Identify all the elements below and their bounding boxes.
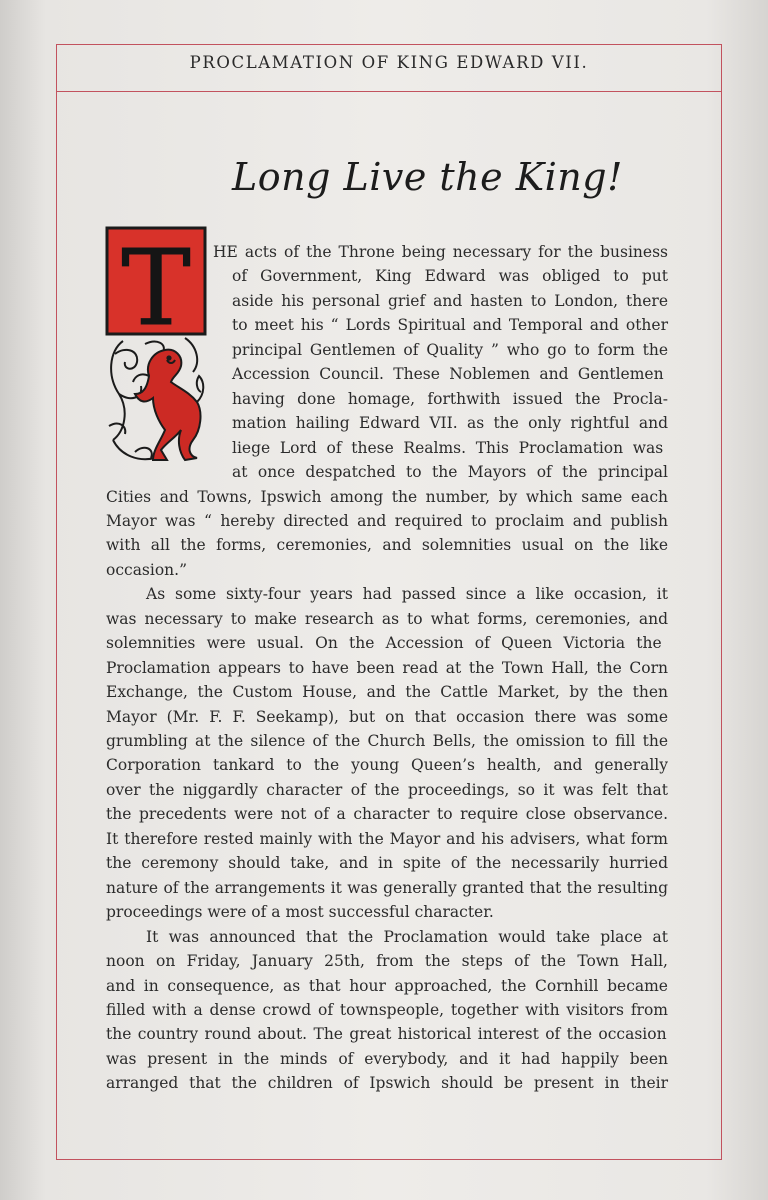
body-line: nature of the arrangements it was generally granted that the resulting [106, 878, 668, 897]
body-line: mation hailing Edward VII. as the only rightful and [232, 414, 668, 433]
body-line: and in consequence, as that hour approached, the Cornhill became [106, 976, 668, 995]
body-line: proceedings were of a most successful character. [106, 903, 494, 922]
body-line: Mayor was “ hereby directed and required to proclaim and publish [106, 511, 668, 530]
body-line: Cities and Towns, Ipswich among the number, by which same each [106, 487, 668, 506]
body-line: As some sixty-four years had passed since a like occasion, it [146, 585, 668, 604]
body-line: grumbling at the silence of the Church Bells, the omission to fill the [106, 732, 668, 750]
body-line: It therefore rested mainly with the Mayor and his advisers, what form [106, 829, 668, 848]
body-line: Exchange, the Custom House, and the Cattle Market, by the then [106, 683, 668, 702]
drop-cap-letter: T [121, 227, 191, 349]
body-line: filled with a dense crowd of townspeople, together with visitors from [106, 1000, 668, 1019]
body-line: the country round about. The great historical interest of the occasion [106, 1025, 667, 1044]
body-line: HE acts of the Throne being necessary for the business [213, 243, 668, 261]
body-line: arranged that the children of Ipswich should be present in their [106, 1074, 668, 1093]
body-line: principal Gentlemen of Quality ” who go to form the [232, 340, 668, 359]
body-line: Proclamation appears to have been read at the Town Hall, the Corn [106, 658, 668, 677]
body-line: at once despatched to the Mayors of the principal [232, 463, 668, 482]
body-line: noon on Friday, January 25th, from the steps of the Town Hall, [106, 952, 668, 971]
body-line: having done homage, forthwith issued the Procla- [232, 389, 668, 408]
body-line: Mayor (Mr. F. F. Seekamp), but on that occasion there was some [106, 707, 668, 726]
body-line: was present in the minds of everybody, and it had happily been [106, 1049, 668, 1068]
body-line: liege Lord of these Realms. This Proclamation was [232, 438, 664, 457]
body-line: aside his personal grief and hasten to London, there [232, 291, 668, 310]
body-line: the ceremony should take, and in spite of the necessarily hurried [106, 854, 668, 873]
body-line: It was announced that the Proclamation would take place at [146, 927, 668, 946]
body-line: Accession Council. These Noblemen and Gentlemen [232, 365, 664, 384]
running-header-text: PROCLAMATION OF KING EDWARD VII. [189, 53, 589, 72]
body-line: over the niggardly character of the proceedings, so it was felt that [106, 780, 668, 799]
body-line: was necessary to make research as to what forms, ceremonies, and [106, 609, 668, 628]
body-line: of Government, King Edward was obliged to put [232, 267, 668, 286]
drop-cap [105, 226, 207, 470]
running-header [57, 45, 721, 92]
body-line: occasion.” [106, 560, 188, 579]
body-line: to meet his “ Lords Spiritual and Temporal and other [232, 316, 668, 335]
chapter-title: Long Live the King! [232, 155, 623, 199]
body-line: the precedents were not of a character to require close observance. [106, 805, 668, 824]
body-line: with all the forms, ceremonies, and solemnities usual on the like [106, 536, 668, 555]
rampant-lion-icon [109, 338, 203, 460]
body-line: solemnities were usual. On the Accession of Queen Victoria the [106, 634, 662, 653]
body-line: Corporation tankard to the young Queen’s health, and generally [106, 756, 668, 775]
